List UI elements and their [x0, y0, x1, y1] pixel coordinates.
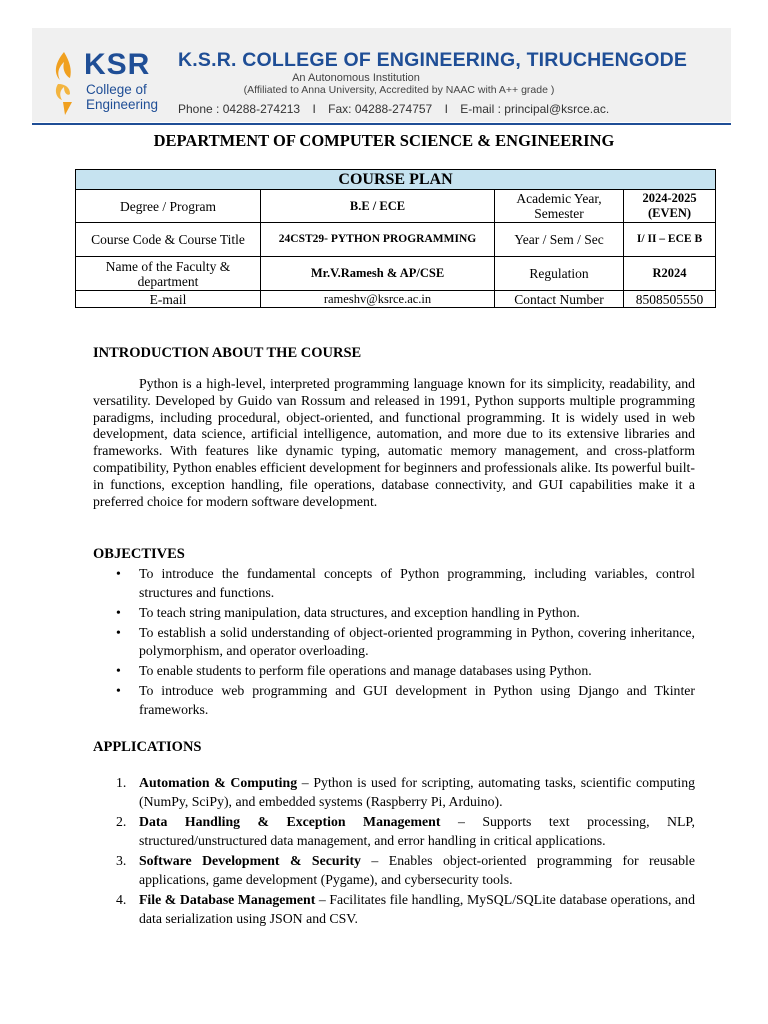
autonomous-status: An Autonomous Institution — [292, 72, 420, 84]
table-cell: Regulation — [495, 257, 624, 291]
table-cell: Academic Year, Semester — [495, 190, 624, 223]
table-row — [76, 190, 716, 223]
college-email: E-mail : principal@ksrce.ac. — [460, 102, 610, 116]
table-cell: Course Code & Course Title — [76, 223, 261, 257]
application-title: Automation & Computing — [139, 775, 298, 790]
logo-sub-line: Engineering — [86, 97, 159, 112]
objective-text: To enable students to perform file operations and manage databases using Python. — [139, 663, 592, 678]
table-cell: B.E / ECE — [261, 190, 495, 223]
fax-number: Fax: 04288-274757 — [328, 102, 433, 116]
header-divider — [32, 123, 731, 125]
application-title: Data Handling & Exception Management — [139, 813, 441, 829]
list-number: 4. — [116, 891, 127, 907]
list-number: 1. — [116, 775, 127, 790]
application-title: Software Development & Security — [139, 852, 361, 868]
table-cell: 2024-2025 (EVEN) — [624, 190, 716, 223]
separator: I — [312, 102, 316, 116]
bullet: • — [116, 604, 121, 620]
application-text: – Supports text processing, NLP, structured/unstructured data management, and error handling in critical applications. — [139, 813, 695, 849]
list-item — [93, 682, 695, 719]
bullet: • — [116, 683, 121, 698]
list-item — [93, 565, 695, 602]
objective-text: To teach string manipulation, data structures, and exception handling in Python. — [139, 604, 580, 620]
college-name: K.S.R. COLLEGE OF ENGINEERING, TIRUCHENGODE — [178, 49, 688, 71]
table-cell: 24CST29- PYTHON PROGRAMMING — [261, 223, 495, 257]
course-plan-table — [75, 169, 716, 308]
table-cell: Name of the Faculty & department — [76, 257, 261, 291]
application-title: File & Database Management — [139, 891, 316, 907]
table-cell: Contact Number — [495, 291, 624, 308]
application-text: – Facilitates file handling, MySQL/SQLite database operations, and data serialization using JSON and CSV. — [139, 891, 695, 926]
objectives-heading: OBJECTIVES — [93, 546, 185, 562]
affiliation-line: (Affiliated to Anna University, Accredited by NAAC with A++ grade ) — [243, 84, 555, 96]
table-row — [76, 223, 716, 257]
table-cell: R2024 — [624, 257, 716, 291]
bullet: • — [116, 624, 121, 640]
applications-list — [93, 773, 695, 929]
table-row — [76, 257, 716, 291]
objectives-list — [93, 565, 695, 721]
phone-number: Phone : 04288-274213 — [178, 102, 301, 116]
list-item — [93, 662, 695, 681]
table-cell: rameshv@ksrce.ac.in — [261, 291, 495, 308]
list-item — [93, 624, 695, 661]
introduction-heading: INTRODUCTION ABOUT THE COURSE — [93, 345, 362, 361]
bullet: • — [116, 566, 121, 581]
list-item — [93, 604, 695, 623]
table-row — [76, 291, 716, 308]
list-item — [93, 890, 695, 929]
list-item — [93, 773, 695, 812]
introduction-text: Python is a high-level, interpreted programming language known for its simplicity, readability, and versatility. Developed by Guido van Rossum and released in 1991, Python supports multiple programming paradigms, including procedural, object-oriented, and functional programming. It is widely used in web development, data science, artificial intelligence, automation, and more due to its extensive libraries and frameworks. With features like dynamic typing, automatic memory management, and cross-platform compatibility, Python enables efficient development for beginners and professionals alike. Its powerful built-in functions, exception handling, file operations, database connectivity, and GUI capabilities make it a preferred choice for modern software development. — [93, 376, 695, 509]
application-text: – Python is used for scripting, automating tasks, scientific computing (NumPy, SciPy), and embedded systems (Raspberry Pi, Arduino). — [139, 775, 695, 810]
table-cell: Mr.V.Ramesh & AP/CSE — [261, 257, 495, 291]
table-cell: I/ II – ECE B — [624, 223, 716, 257]
flame-icon — [50, 50, 78, 116]
logo-subtitle — [86, 82, 158, 112]
separator: I — [444, 102, 448, 116]
logo-sub-line: College of — [86, 82, 147, 97]
applications-heading: APPLICATIONS — [93, 739, 202, 755]
department-title: DEPARTMENT OF COMPUTER SCIENCE & ENGINEERING — [153, 131, 615, 150]
application-text: – Enables object-oriented programming for reusable applications, game development (Pygame), and cybersecurity tools. — [139, 852, 696, 888]
objective-text: To establish a solid understanding of object-oriented programming in Python, covering inheritance, polymorphism, and operator overloading. — [139, 624, 695, 658]
table-cell: E-mail — [76, 291, 261, 308]
list-item — [93, 812, 695, 851]
bullet: • — [116, 663, 121, 678]
objective-text: To introduce the fundamental concepts of Python programming, including variables, control structures and functions. — [139, 566, 695, 600]
logo-text: KSR — [84, 48, 151, 81]
contact-line — [178, 102, 609, 116]
course-plan-title: COURSE PLAN — [76, 170, 716, 190]
college-logo — [50, 48, 175, 118]
table-cell: 8508505550 — [624, 291, 716, 308]
list-number: 2. — [116, 813, 127, 829]
objective-text: To introduce web programming and GUI development in Python using Django and Tkinter frameworks. — [139, 683, 695, 717]
table-header-row — [76, 170, 716, 190]
table-cell: Degree / Program — [76, 190, 261, 223]
table-cell: Year / Sem / Sec — [495, 223, 624, 257]
list-number: 3. — [116, 852, 127, 868]
list-item — [93, 851, 695, 890]
